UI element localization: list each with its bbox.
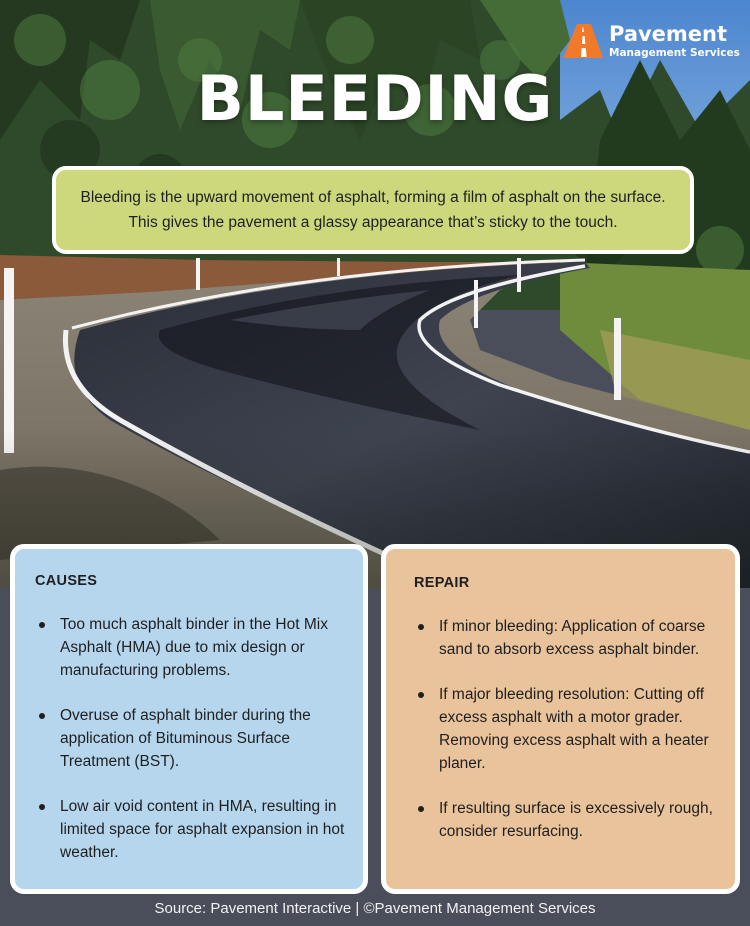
repair-heading: REPAIR bbox=[414, 575, 470, 591]
brand-logo bbox=[563, 24, 740, 59]
source-credit: Source: Pavement Interactive | ©Pavement Management Services bbox=[154, 900, 596, 917]
causes-list bbox=[35, 613, 349, 864]
causes-heading: CAUSES bbox=[35, 573, 98, 589]
repair-card bbox=[381, 544, 740, 894]
definition-line-1: Bleeding is the upward movement of asphalt, forming a film of asphalt on the surface. bbox=[80, 189, 666, 206]
definition-line-2: This gives the pavement a glassy appearance that’s sticky to the touch. bbox=[128, 214, 618, 231]
repair-item: If minor bleeding: Application of coarse sand to absorb excess asphalt binder. bbox=[414, 615, 721, 661]
brand-subtitle: Management Services bbox=[609, 47, 740, 59]
page-title: BLEEDING bbox=[196, 62, 554, 135]
causes-card bbox=[10, 544, 368, 894]
definition-box bbox=[52, 166, 694, 254]
road-logo-icon bbox=[563, 24, 603, 58]
cause-item: Low air void content in HMA, resulting in limited space for asphalt expansion in hot weather. bbox=[35, 795, 349, 864]
repair-item: If major bleeding resolution: Cutting off excess asphalt with a motor grader. Removing excess asphalt with a heater planer. bbox=[414, 683, 721, 775]
cause-item: Overuse of asphalt binder during the application of Bituminous Surface Treatment (BST). bbox=[35, 704, 349, 773]
cause-item: Too much asphalt binder in the Hot Mix Asphalt (HMA) due to mix design or manufacturing problems. bbox=[35, 613, 349, 682]
repair-list bbox=[414, 615, 721, 843]
brand-name: Pavement bbox=[609, 22, 728, 46]
repair-item: If resulting surface is excessively rough, consider resurfacing. bbox=[414, 797, 721, 843]
